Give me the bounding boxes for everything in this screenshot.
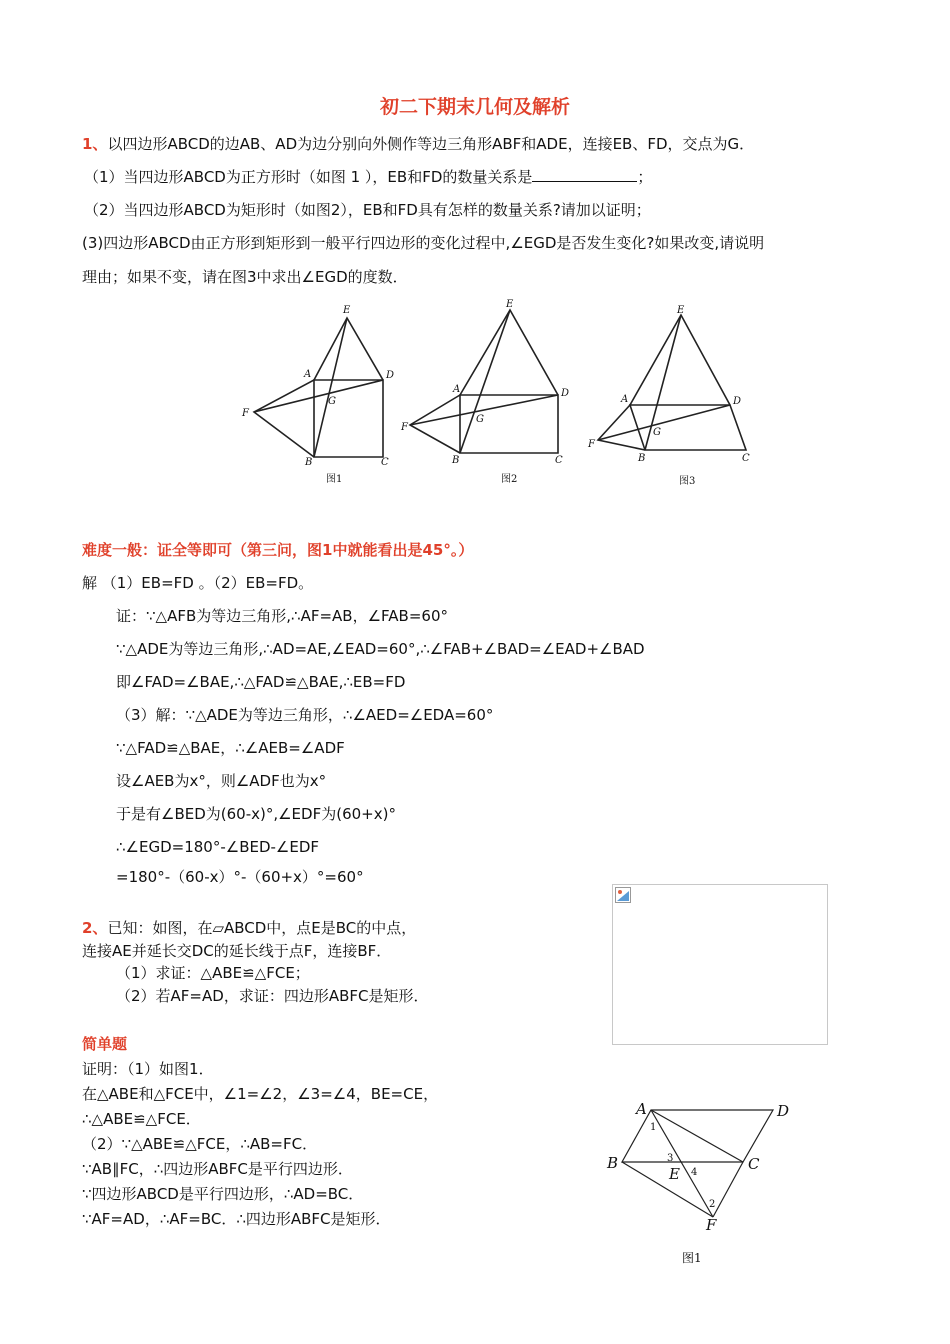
fig1-label-d: D [386,370,395,381]
fig1-label-c: C [381,457,389,468]
q2-line-2: 连接AE并延长交DC的延长线于点F，连接BF． [82,942,392,960]
sol2-line-7: ∵AF=AD，∴AF=BC．∴四边形ABFC是矩形． [82,1210,391,1228]
fig1-label-g: G [328,396,336,407]
fig2-label-c: C [555,455,563,466]
q1-part1-end: ； [637,168,653,186]
sol1-line-2: 证：∵△AFB为等边三角形,∴AF=AB，∠FAB=60° [116,607,448,625]
sol1-line-9: ∴∠EGD=180°-∠BED-∠EDF [116,838,320,856]
sol1-line-4: 即∠FAD=∠BAE,∴△FAD≌△BAE,∴EB=FD [116,673,406,691]
fig1-label-e: E [343,305,351,316]
fig4-label-e: E [669,1165,680,1183]
fig3-label-e: E [677,305,685,316]
sol1-line-6: ∵△FAD≌△BAE，∴∠AEB=∠ADF [116,739,345,757]
fig3-label-a: A [621,394,629,405]
fig1-label-a: A [304,369,312,380]
fig2-label-a: A [453,384,461,395]
fig3-label-f: F [588,439,595,450]
fig4-angle-4: 4 [691,1167,698,1178]
image-placeholder [612,884,828,1045]
sol1-line-3: ∵△ADE为等边三角形,∴AD=AE,∠EAD=60°,∴∠FAB+∠BAD=∠EAD+∠BAD [116,640,645,658]
fig1-label-b: B [305,457,313,468]
fig2-label-g: G [476,414,484,425]
simple-label: 简单题 [82,1035,128,1053]
fig2-label-b: B [452,455,460,466]
fig4-angle-3: 3 [667,1153,674,1164]
q1-part3-line2: 理由；如果不变，请在图3中求出∠EGD的度数． [82,268,408,286]
fig2-caption: 图2 [501,474,518,485]
q1-part2: （2）当四边形ABCD为矩形时（如图2），EB和FD具有怎样的数量关系?请加以证明； [84,201,651,219]
q2-figure [600,1095,830,1275]
figure-3 [598,315,746,450]
q1-part1-text: （1）当四边形ABCD为正方形时（如图 1 ），EB和FD的数量关系是 [84,168,533,186]
q2-line-1 [82,918,416,938]
fig2-label-d: D [561,388,570,399]
q1-part3-line1: (3)四边形ABCD由正方形到矩形到一般平行四边形的变化过程中,∠EGD是否发生变化?如果改变,请说明 [82,234,765,252]
fig4-angle-2: 2 [709,1199,716,1210]
sol1-line-10: =180°-（60-x）°-（60+x）°=60° [116,868,364,886]
q2-line-1-text: 已知：如图，在▱ABCD中，点E是BC的中点， [107,919,417,937]
page-title: 初二下期末几何及解析 [379,96,570,118]
sol2-line-2: 在△ABE和△FCE中，∠1=∠2，∠3=∠4，BE=CE， [82,1085,439,1103]
fig4-angle-1: 1 [650,1122,657,1133]
answer-blank [532,167,637,182]
q1-stem [82,134,754,154]
sol1-line-1: 解 （1）EB=FD 。（2）EB=FD。 [82,574,314,592]
fig2-label-e: E [506,299,514,310]
fig3-label-g: G [653,427,661,438]
difficulty-note: 难度一般：证全等即可（第三问，图1中就能看出是45°。） [82,541,474,559]
sol1-line-7: 设∠AEB为x°，则∠ADF也为x° [116,772,327,790]
fig2-label-f: F [401,422,408,433]
fig4-label-d: D [777,1102,790,1120]
fig4-label-a: A [636,1100,647,1118]
fig4-label-b: B [607,1154,619,1172]
fig1-label-f: F [242,408,249,419]
fig1-caption: 图1 [326,474,343,485]
fig4-label-f: F [706,1216,717,1234]
fig3-label-d: D [733,396,742,407]
sol1-line-8: 于是有∠BED为(60-x)°,∠EDF为(60+x)° [116,805,396,823]
figure-2 [410,310,558,453]
q1-stem-text: 以四边形ABCD的边AB、AD为边分别向外侧作等边三角形ABF和ADE，连接EB、FD，交点为G． [107,135,755,153]
fig4-label-c: C [748,1155,760,1173]
sol2-line-6: ∵四边形ABCD是平行四边形，∴AD=BC． [82,1185,364,1203]
sol2-line-3: ∴△ABE≌△FCE． [82,1110,201,1128]
sol1-line-5: （3）解：∵△ADE为等边三角形，∴∠AED=∠EDA=60° [116,706,494,724]
q1-figures [230,295,760,495]
q2-line-3: （1）求证：△ABE≌△FCE； [116,964,310,982]
figure-1 [254,318,383,457]
sol2-line-4: （2）∵△ABE≌△FCE，∴AB=FC． [82,1135,318,1153]
q1-part1 [84,167,652,187]
fig4-caption: 图1 [682,1251,702,1265]
q2-number: 2、 [82,919,108,937]
fig3-label-c: C [742,453,750,464]
sol2-line-1: 证明：（1）如图1． [82,1060,214,1078]
sol2-line-5: ∵AB∥FC，∴四边形ABFC是平行四边形． [82,1160,353,1178]
q1-number: 1、 [82,135,108,153]
q2-line-4: （2）若AF=AD，求证：四边形ABFC是矩形． [116,987,429,1005]
broken-image-icon [615,887,631,903]
fig3-caption: 图3 [679,476,696,487]
fig3-label-b: B [638,453,646,464]
